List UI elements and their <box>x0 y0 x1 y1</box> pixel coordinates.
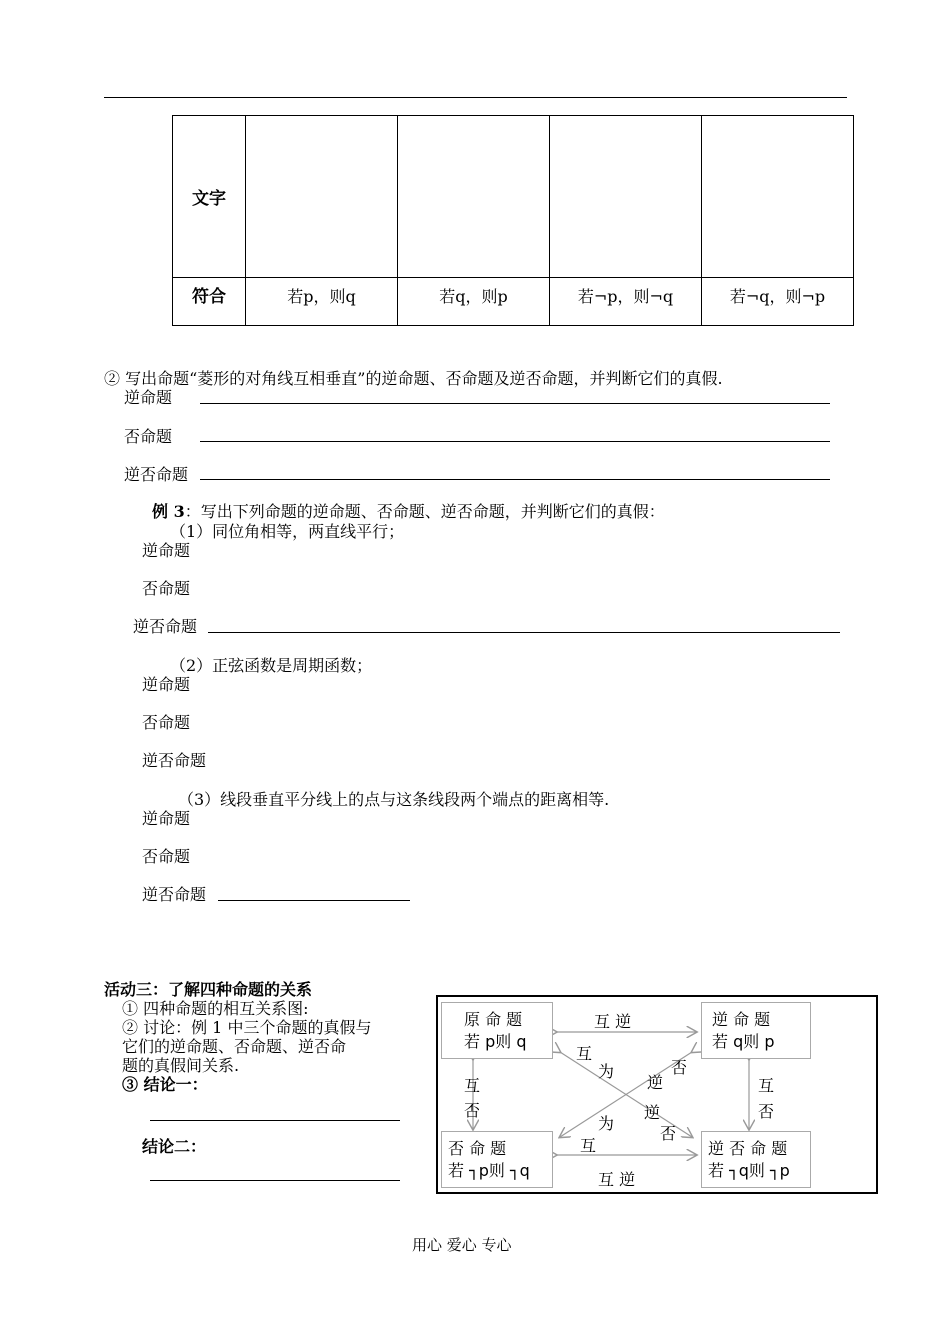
example-3-label: 例 3 <box>152 502 185 521</box>
activity-3-line-1: ① 四种命题的相互关系图: <box>122 999 309 1018</box>
table-cell <box>702 116 854 278</box>
footer-text: 用心 爱心 专心 <box>412 1236 512 1254</box>
converse-form: 若 q则 p <box>712 1032 775 1051</box>
example-item-2: （2）正弦函数是周期函数； <box>170 656 373 675</box>
conclusion-1-label: ③ 结论一： <box>122 1075 208 1094</box>
item2-inverse-label: 否命题 <box>142 713 191 732</box>
q2-inverse-label: 否命题 <box>124 427 173 446</box>
label-left-1: 互 <box>464 1076 481 1095</box>
example-item-3: （3）线段垂直平分线上的点与这条线段两个端点的距离相等. <box>178 790 610 809</box>
activity-3-line-2b: 它们的逆命题、否命题、逆否命 <box>122 1037 347 1056</box>
diag-b-2: 逆 <box>644 1103 661 1122</box>
example-item-1: （1）同位角相等，两直线平行； <box>170 522 405 541</box>
item1-contrapositive-label: 逆否命题 <box>133 617 198 636</box>
row-label-symbol: 符合 <box>173 278 246 326</box>
table-cell <box>398 116 550 278</box>
table-cell-original: 若p，则q <box>246 278 398 326</box>
label-right-1: 互 <box>758 1076 775 1095</box>
item3-converse-label: 逆命题 <box>142 809 191 828</box>
example-3-text: ：写出下列命题的逆命题、否命题、逆否命题，并判断它们的真假： <box>184 502 665 521</box>
row-label-text: 文字 <box>173 116 246 278</box>
item1-inverse-label: 否命题 <box>142 579 191 598</box>
conclusion-2-line[interactable] <box>150 1180 400 1181</box>
label-right-2: 否 <box>758 1102 775 1121</box>
q2-contrapositive-line[interactable] <box>200 479 830 480</box>
table-cell-converse: 若q，则p <box>398 278 550 326</box>
original-title: 原 命 题 <box>464 1010 523 1029</box>
item1-converse-label: 逆命题 <box>142 541 191 560</box>
converse-proposition-box <box>701 1002 811 1059</box>
label-left-2: 否 <box>464 1101 481 1120</box>
converse-title: 逆 命 题 <box>712 1010 771 1029</box>
diag-b-3: 为 <box>598 1114 615 1133</box>
inverse-title: 否 命 题 <box>448 1139 507 1158</box>
q2-contrapositive-label: 逆否命题 <box>124 465 189 484</box>
q2-converse-label: 逆命题 <box>124 388 173 407</box>
table-cell <box>550 116 702 278</box>
inverse-form: 若 ┐p则 ┐q <box>448 1161 530 1180</box>
label-top-converse: 互 逆 <box>594 1012 632 1031</box>
diag-a-4: 否 <box>671 1058 688 1077</box>
header-rule <box>104 97 847 98</box>
diag-b-4: 互 <box>580 1136 597 1155</box>
item1-contrapositive-line[interactable] <box>208 632 840 633</box>
proposition-table <box>172 115 854 326</box>
q2-converse-line[interactable] <box>200 403 830 404</box>
question-2-text: ② 写出命题“菱形的对角线互相垂直”的逆命题、否命题及逆否命题，并判断它们的真假. <box>104 369 723 388</box>
item2-converse-label: 逆命题 <box>142 675 191 694</box>
diag-b-1: 否 <box>660 1124 677 1143</box>
item3-inverse-label: 否命题 <box>142 847 191 866</box>
activity-3-title: 活动三：了解四种命题的关系 <box>104 980 313 999</box>
diag-a-1: 互 <box>576 1044 593 1063</box>
conclusion-1-line[interactable] <box>150 1120 400 1121</box>
inverse-proposition-box <box>441 1131 553 1188</box>
table-cell-contrapositive: 若¬q，则¬p <box>702 278 854 326</box>
contrapositive-title: 逆 否 命 题 <box>708 1139 788 1158</box>
table-cell-inverse: 若¬p，则¬q <box>550 278 702 326</box>
q2-inverse-line[interactable] <box>200 441 830 442</box>
table-cell <box>246 116 398 278</box>
contrapositive-form: 若 ┐q则 ┐p <box>708 1161 790 1180</box>
conclusion-2-label: 结论二： <box>142 1137 207 1156</box>
label-bottom-converse: 互 逆 <box>598 1170 636 1189</box>
diag-a-3: 逆 <box>647 1073 664 1092</box>
activity-3-line-2a: ② 讨论：例 1 中三个命题的真假与 <box>122 1018 372 1037</box>
original-form: 若 p则 q <box>464 1032 527 1051</box>
diag-a-2: 为 <box>598 1062 615 1081</box>
item3-contrapositive-label: 逆否命题 <box>142 885 207 904</box>
activity-3-line-2c: 题的真假间关系. <box>122 1056 240 1075</box>
original-proposition-box <box>441 1002 553 1059</box>
item2-contrapositive-label: 逆否命题 <box>142 751 207 770</box>
contrapositive-proposition-box <box>701 1131 811 1188</box>
item3-contrapositive-line[interactable] <box>218 900 410 901</box>
four-propositions-diagram <box>436 995 878 1194</box>
